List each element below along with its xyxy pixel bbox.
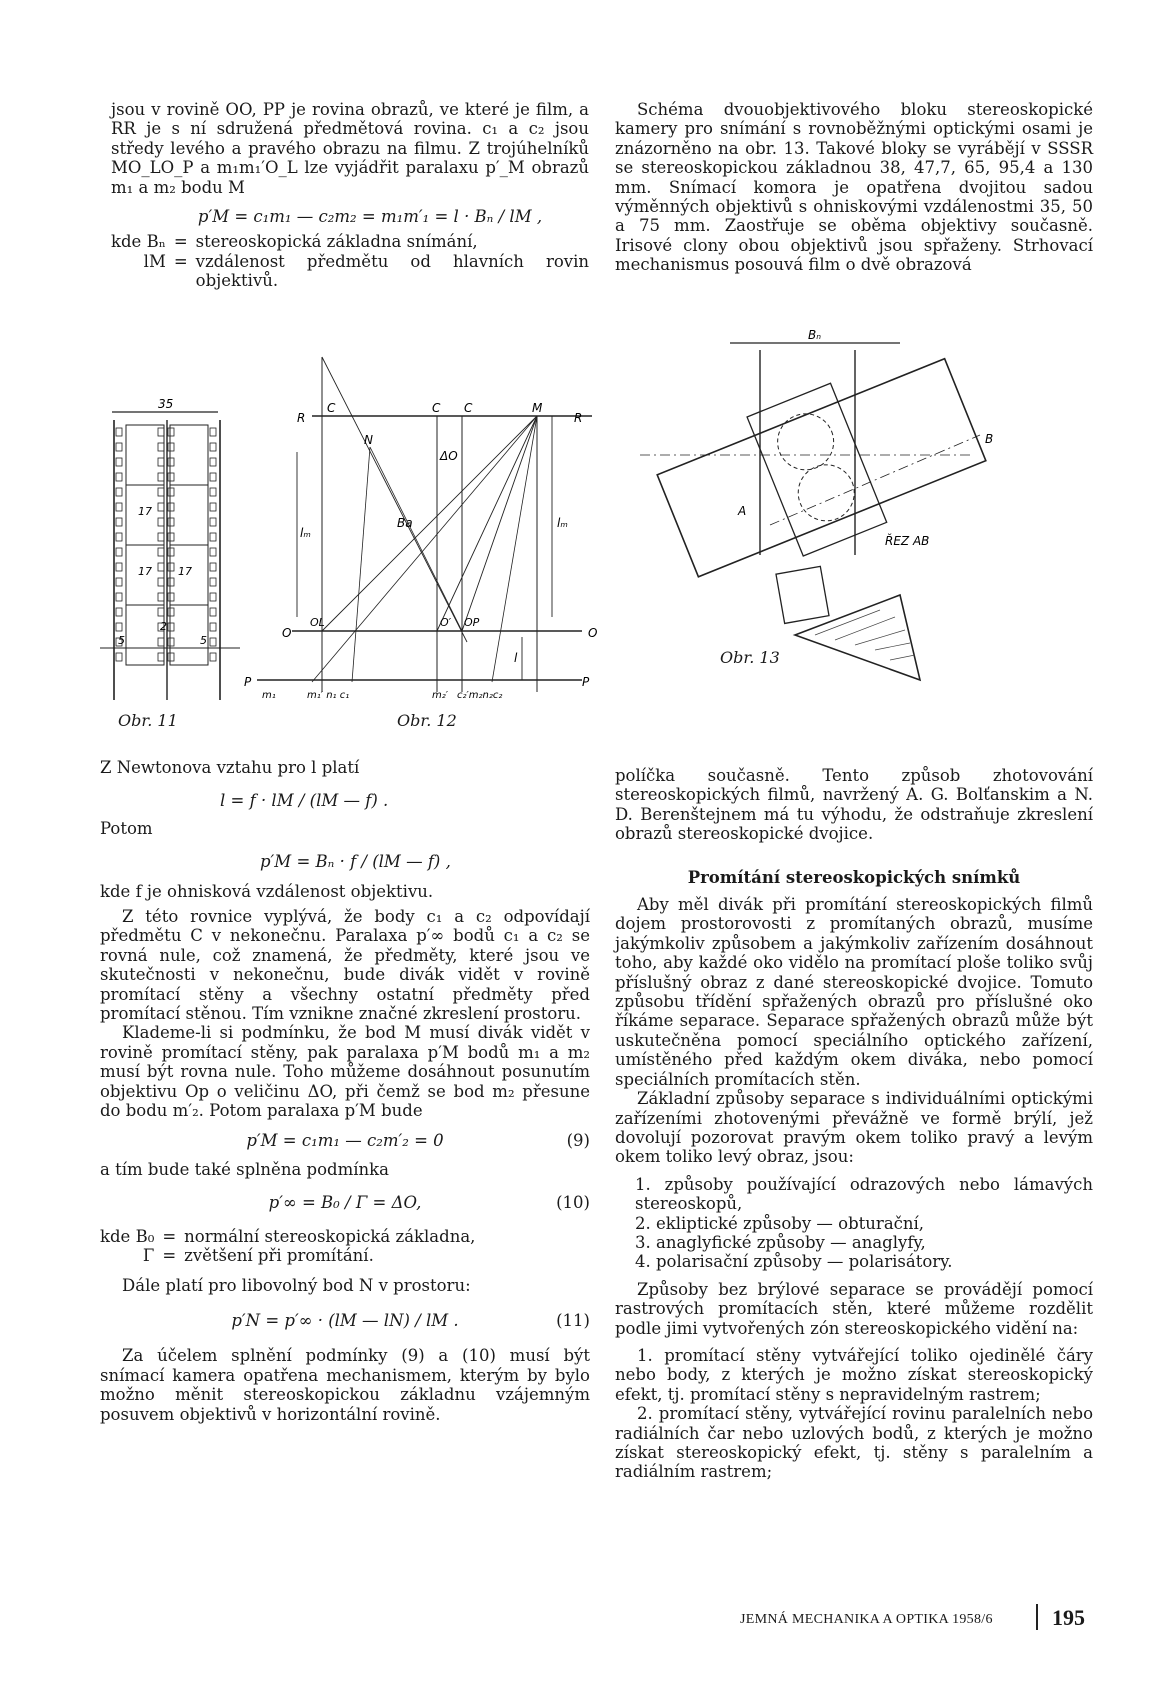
list-item: 2. promítací stěny, vytvářející rovinu paralelních nebo radiálních čar nebo uzlových bodů, z kterých je možno získat stereoskopický efekt, tj. stěny s paralelním a radiálním rastrem; bbox=[615, 1404, 1093, 1482]
perforation-hole bbox=[210, 503, 216, 511]
def-symbol: kde Bₙ bbox=[111, 232, 166, 252]
definition-list-b0 bbox=[100, 1227, 590, 1266]
perforation-hole bbox=[158, 488, 164, 496]
perforation-hole bbox=[116, 428, 122, 436]
label-lm-left: lₘ bbox=[300, 526, 311, 540]
perforation-hole bbox=[210, 623, 216, 631]
perforation-hole bbox=[158, 428, 164, 436]
perforation-hole bbox=[210, 428, 216, 436]
label-OL: OL bbox=[310, 616, 325, 629]
perforation-hole bbox=[158, 653, 164, 661]
paragraph-mechanism: Za účelem splnění podmínky (9) a (10) musí být snímací kamera opatřena mechanismem, kterým by bylo možno měnit stereoskopickou základnu vzájemným posuvem objektivů v horizontální rovině. bbox=[100, 1346, 590, 1424]
label-l: l bbox=[514, 651, 518, 665]
perforation-hole bbox=[210, 533, 216, 541]
perforation-hole bbox=[116, 653, 122, 661]
raster-list bbox=[615, 1346, 1093, 1482]
perforation-hole bbox=[158, 638, 164, 646]
label-O-left: O bbox=[282, 626, 292, 640]
perforation-hole bbox=[158, 593, 164, 601]
equation-11-text: p′N = p′∞ · (lM — lN) / lM . bbox=[231, 1310, 459, 1330]
def-equals: = bbox=[173, 232, 188, 252]
perforation-hole bbox=[210, 608, 216, 616]
fig13-section-label: ŘEZ AB bbox=[885, 534, 930, 548]
perforation-hole bbox=[116, 503, 122, 511]
equation-9 bbox=[100, 1131, 590, 1150]
list-item: 4. polarisační způsoby — polarisátory. bbox=[635, 1252, 953, 1272]
paragraph-infinity: Z této rovnice vyplývá, že body c₁ a c₂ odpovídají předmětu C v nekonečnu. Paralaxa p′∞ bodů c₁ a c₂ se rovná nule, což znamená, že předměty, které jsou ve skutečnosti v nekonečnu, bude divák vidět v rovině promítací stěny a všechny ostatní předměty před promítací stěnou. Tím vznikne značné zkreslení prostoru. bbox=[100, 907, 590, 1024]
perforation-hole bbox=[168, 563, 174, 571]
perforation-hole bbox=[158, 548, 164, 556]
perforation-hole bbox=[116, 608, 122, 616]
perforation-hole bbox=[210, 548, 216, 556]
label-Ba: Ba bbox=[397, 516, 413, 530]
perforation-hole bbox=[168, 443, 174, 451]
perforation-hole bbox=[168, 593, 174, 601]
fig13-label-B: B bbox=[985, 432, 994, 446]
paragraph-raster: Způsoby bez brýlové separace se provádějí pomocí rastrových promítacích stěn, které můžeme rozdělit podle jimi vytvořených zón stereoskopického vidění na: bbox=[615, 1279, 1093, 1338]
perforation-hole bbox=[210, 578, 216, 586]
definition-list-bn bbox=[111, 232, 589, 290]
list-item: 1. způsoby používající odrazových nebo lámavých stereoskopů, bbox=[635, 1174, 1093, 1214]
perforation-hole bbox=[168, 548, 174, 556]
figure-11-film-strip bbox=[100, 397, 240, 700]
perforation-hole bbox=[116, 488, 122, 496]
journal-footer: JEMNÁ MECHANIKA A OPTIKA 1958/6 bbox=[740, 1612, 993, 1627]
perforation-hole bbox=[116, 473, 122, 481]
label-delta-O: ΔO bbox=[440, 449, 458, 463]
fig13-bn-label: Bₙ bbox=[808, 328, 822, 342]
list-item: 3. anaglyfické způsoby — anaglyfy, bbox=[635, 1232, 926, 1252]
perforation-hole bbox=[158, 473, 164, 481]
perforation-hole bbox=[116, 443, 122, 451]
figure-12-caption: Obr. 12 bbox=[397, 711, 457, 730]
perforation-hole bbox=[116, 578, 122, 586]
perforation-hole bbox=[116, 458, 122, 466]
label-C: C bbox=[327, 401, 336, 415]
label-R-left: R bbox=[297, 411, 306, 425]
footer-divider bbox=[1036, 1604, 1038, 1630]
def-symbol: Γ bbox=[142, 1246, 155, 1266]
perforation-hole bbox=[158, 518, 164, 526]
right-column-bottom bbox=[615, 766, 1093, 1482]
perforation-hole bbox=[210, 443, 216, 451]
perforation-hole bbox=[168, 653, 174, 661]
perforation-hole bbox=[116, 533, 122, 541]
perforation-hole bbox=[168, 428, 174, 436]
left-column-bottom bbox=[100, 758, 590, 1424]
fig13-label-A: A bbox=[738, 504, 747, 518]
perforation-hole bbox=[116, 548, 122, 556]
equation-10-number: (10) bbox=[556, 1193, 590, 1213]
fig11-frame-label: 17 bbox=[178, 565, 192, 578]
fig11-margin-right: 5 bbox=[200, 634, 207, 647]
focal-line: kde f je ohnisková vzdálenost objektivu. bbox=[100, 881, 434, 901]
paragraph-continuation: políčka současně. Tento způsob zhotovování stereoskopických filmů, navržený A. G. Bolťanskim a N. D. Berenštejnem má tu výhodu, že odstraňuje zkreslení obrazů stereoskopické dvojice. bbox=[615, 766, 1093, 844]
perforation-hole bbox=[158, 503, 164, 511]
perforation-hole bbox=[210, 563, 216, 571]
perforation-hole bbox=[168, 503, 174, 511]
def-text: zvětšení při promítání. bbox=[184, 1246, 374, 1266]
equation-9-number: (9) bbox=[566, 1130, 590, 1150]
page-number: 195 bbox=[1052, 1605, 1085, 1630]
section-heading: Promítání stereoskopických snímků bbox=[687, 867, 1021, 887]
perforation-hole bbox=[168, 623, 174, 631]
left-column-top bbox=[111, 100, 589, 291]
def-text: stereoskopická základna snímání, bbox=[195, 232, 478, 252]
potom-label: Potom bbox=[100, 818, 153, 838]
perforation-hole bbox=[158, 578, 164, 586]
perforation-hole bbox=[158, 443, 164, 451]
right-column-top bbox=[615, 100, 1093, 275]
equation-9-text: p′M = c₁m₁ — c₂m′₂ = 0 bbox=[246, 1130, 444, 1150]
perforation-hole bbox=[168, 578, 174, 586]
label-lm-right: lₘ bbox=[557, 516, 568, 530]
paragraph-basic-methods: Základní způsoby separace s individuálními optickými zařízeními zhotovenými převážně ve formě brýlí, jež dovolují pozorovat pravým okem toliko pravý a levým okem toliko levý obraz, jsou: bbox=[615, 1089, 1093, 1167]
paragraph-arbitrary-point: Dále platí pro libovolný bod N v prostoru: bbox=[122, 1275, 471, 1295]
newton-line: Z Newtonova vztahu pro l platí bbox=[100, 758, 360, 777]
perforation-hole bbox=[168, 488, 174, 496]
figure-13-camera-block bbox=[650, 325, 1070, 715]
paragraph-separation: Aby měl divák při promítání stereoskopických filmů dojem prostorovosti z promítaných obrazů, musíme jakýmkoliv způsobem a jakýmkoliv zařízením dosáhnout toho, aby každé oko vidělo na promítací ploše toliko svůj příslušný obraz z dané stereoskopické dvojice. Tomuto způsobu třídění spřažených obrazů pro příslušné oko říkáme separace. Separace spřažených obrazů může být uskutečněna pomocí speciálního optického zařízení, umístěného před každým okem diváka, nebo pomocí speciálních promítacích stěn. bbox=[615, 895, 1093, 1089]
equation-10 bbox=[100, 1193, 590, 1212]
perforation-hole bbox=[210, 458, 216, 466]
label-OP: OP bbox=[464, 616, 480, 629]
perforation-hole bbox=[168, 518, 174, 526]
paragraph-condition-m: Klademe-li si podmínku, že bod M musí divák vidět v rovině promítací stěny, pak paralaxa p′M bodů m₁ a m₂ musí být rovna nule. Toho můžeme dosáhnout posunutím objektivu Op o veličinu ΔO, při čemž se bod m₂ přesune do bodu m′₂. Potom paralaxa p′M bude bbox=[100, 1023, 590, 1121]
fig11-width-label: 35 bbox=[158, 397, 174, 411]
perforation-hole bbox=[210, 518, 216, 526]
list-item: 2. ekliptické způsoby — obturační, bbox=[635, 1213, 925, 1233]
perforation-hole bbox=[158, 563, 164, 571]
equation-parallax: p′M = c₁m₁ — c₂m₂ = m₁m′₁ = l · Bₙ / lM , bbox=[197, 207, 543, 227]
perforation-hole bbox=[158, 533, 164, 541]
perforation-hole bbox=[210, 473, 216, 481]
perforation-hole bbox=[168, 533, 174, 541]
equation-11-number: (11) bbox=[556, 1310, 590, 1330]
paragraph-schema: Schéma dvouobjektivového bloku stereoskopické kamery pro snímání s rovnoběžnými optickými osami je znázorněno na obr. 13. Takové bloky se vyrábějí v SSSR se stereoskopickou základnou 38, 47,7, 65, 95,4 a 130 mm. Snímací komora je opatřena dvojitou sadou výměnných objektivů s ohniskovými vzdálenostmi 35, 50 a 75 mm. Zaostřuje se oběma objektivy současně. Irisové clony obou objektivů jsou spřaženy. Strhovací mechanismus posouvá film o dvě obrazová bbox=[615, 100, 1093, 275]
perforation-hole bbox=[168, 458, 174, 466]
def-equals: = bbox=[162, 1226, 177, 1246]
equation-10-text: p′∞ = B₀ / Γ = ΔO, bbox=[268, 1193, 422, 1213]
def-equals: = bbox=[173, 251, 188, 271]
label-N: N bbox=[364, 433, 373, 447]
equation-11 bbox=[100, 1311, 590, 1330]
def-symbol: kde B₀ bbox=[100, 1226, 155, 1246]
perforation-hole bbox=[116, 593, 122, 601]
label-Oprime: O′ bbox=[440, 616, 452, 629]
perforation-hole bbox=[168, 608, 174, 616]
label-R-right: R bbox=[574, 411, 583, 425]
label-C3: C bbox=[464, 401, 473, 415]
list-item: 1. promítací stěny vytvářející toliko ojedinělé čáry nebo body, z kterých je možno získat stereoskopický efekt, tj. promítací stěny s nepravidelným rastrem; bbox=[615, 1345, 1093, 1404]
label-m1p: m₁′ n₁ c₁ bbox=[307, 690, 350, 701]
fig11-gap: 2 bbox=[160, 620, 167, 633]
label-P-right: P bbox=[582, 675, 590, 689]
figure-11-caption: Obr. 11 bbox=[118, 711, 178, 730]
label-C2: C bbox=[432, 401, 441, 415]
perforation-hole bbox=[116, 623, 122, 631]
perforation-hole bbox=[116, 518, 122, 526]
label-m2p: m₂′ bbox=[432, 690, 449, 701]
methods-list bbox=[615, 1175, 1093, 1272]
fig11-frame-label: 17 bbox=[138, 505, 152, 518]
def-symbol: lM bbox=[143, 251, 166, 271]
label-M: M bbox=[532, 401, 543, 415]
intro-paragraph: jsou v rovině OO, PP je rovina obrazů, ve které je film, a RR je s ní sdružená předmětová rovina. c₁ a c₂ jsou středy levého a pravého obrazu na filmu. Z trojúhelníků MO_LO_P a m₁m₁′O_L lze vyjádřit paralaxu p′_M obrazů m₁ a m₂ bodu M bbox=[111, 100, 589, 197]
label-m1: m₁ bbox=[262, 690, 276, 701]
equation-l: l = f · lM / (lM — f) . bbox=[220, 791, 389, 811]
perforation-hole bbox=[158, 608, 164, 616]
perforation-hole bbox=[210, 488, 216, 496]
perforation-hole bbox=[158, 458, 164, 466]
fig11-frame-label: 17 bbox=[138, 565, 152, 578]
fig11-margin-left: 5 bbox=[118, 634, 125, 647]
figure-13-caption: Obr. 13 bbox=[720, 648, 780, 667]
perforation-hole bbox=[210, 593, 216, 601]
def-text: vzdálenost předmětu od hlavních rovin objektivů. bbox=[195, 251, 589, 291]
perforation-hole bbox=[116, 563, 122, 571]
label-O-right: O bbox=[588, 626, 598, 640]
perforation-hole bbox=[168, 638, 174, 646]
equation-9-after: a tím bude také splněna podmínka bbox=[100, 1159, 389, 1179]
equation-pm: p′M = Bₙ · f / (lM — f) , bbox=[260, 852, 451, 872]
perforation-hole bbox=[168, 473, 174, 481]
def-equals: = bbox=[162, 1246, 177, 1266]
perforation-hole bbox=[210, 653, 216, 661]
figure-12-stereo-geometry bbox=[244, 352, 612, 702]
label-P-left: P bbox=[244, 675, 252, 689]
perforation-hole bbox=[210, 638, 216, 646]
label-c2: c₂′m₂n₂c₂ bbox=[457, 690, 503, 701]
def-text: normální stereoskopická základna, bbox=[184, 1226, 476, 1246]
